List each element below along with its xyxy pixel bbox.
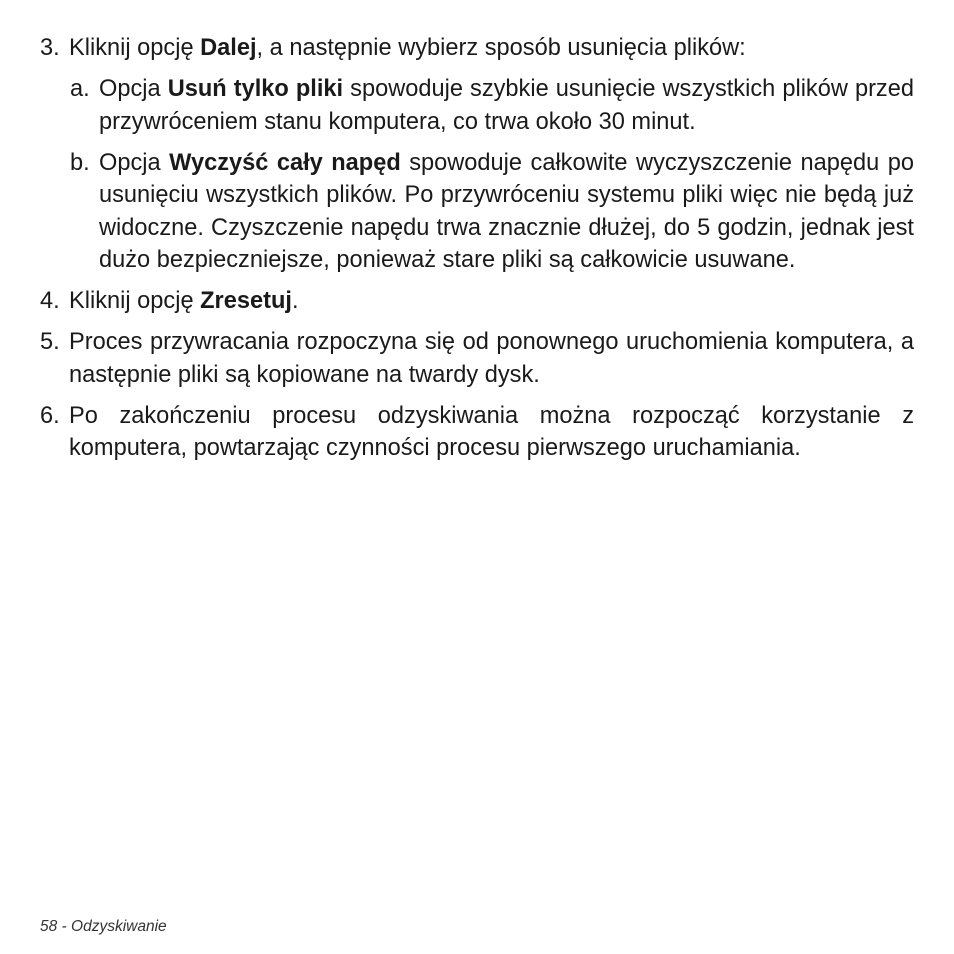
option-name-reset: Zresetuj [200, 288, 292, 314]
list-text: Kliknij opcję [69, 35, 201, 61]
list-number: 3. [40, 35, 60, 61]
page-footer: 58 - Odzyskiwanie [40, 918, 167, 935]
list-text: Proces przywracania rozpoczyna się od ponownego uruchomienia komputera, a następnie pliki są kopiowane na twardy dysk. [69, 329, 914, 388]
sub-item-text: spowoduje szybkie usunięcie wszystkich plików przed przywróceniem stanu komputera, co trwa około 30 minut. [99, 76, 914, 135]
list-text: Kliknij opcję [69, 288, 201, 314]
sub-item-text: Opcja [99, 149, 170, 176]
sub-item-a [40, 73, 914, 138]
sub-item-letter: a. [70, 76, 90, 102]
sub-item-text: spowoduje całkowite wyczyszczenie napędu po usunięciu wszystkich plików. Po przywróceniu systemu pliki więc nie będą już widoczne. Czyszczenie napędu trwa znacznie dłużej, do 5 godzin, jednak jest dużo bezpieczniejsze, ponieważ stare pliki są całkowicie usuwane. [99, 149, 914, 273]
list-text: Po zakończeniu procesu odzyskiwania można rozpocząć korzystanie z komputera, powtarzając czynności procesu pierwszego uruchamiania. [69, 402, 914, 461]
option-name-clean-drive: Wyczyść cały napęd [169, 149, 401, 176]
sub-item-text: Opcja [99, 76, 168, 102]
list-text: , a następnie wybierz sposób usunięcia plików: [256, 35, 746, 61]
list-item-3 [40, 32, 914, 65]
list-item-5 [40, 326, 914, 391]
list-item-6 [40, 400, 914, 465]
list-number: 5. [40, 329, 60, 355]
list-text: . [291, 288, 299, 314]
sub-item-letter: b. [70, 149, 90, 176]
instruction-list [40, 32, 914, 473]
list-number: 6. [40, 402, 60, 429]
sub-item-b [40, 147, 914, 277]
option-name-dalej: Dalej [200, 35, 257, 61]
list-number: 4. [40, 288, 60, 314]
list-item-4 [40, 285, 914, 318]
option-name-remove-files: Usuń tylko pliki [167, 76, 344, 102]
